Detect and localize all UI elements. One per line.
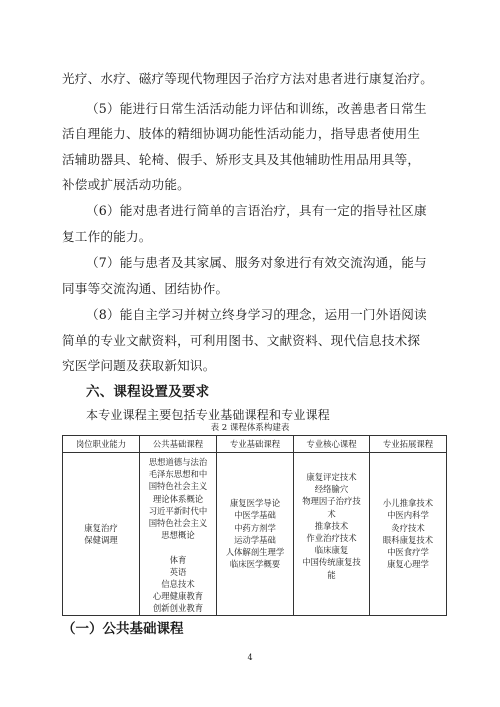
table-cell-item: 保健调理 <box>84 534 118 545</box>
table-cell-item: 康复评定技术 <box>306 472 357 482</box>
table-cell-item: 灸疗技术 <box>391 522 425 533</box>
header-public-basic: 公共基础课程 <box>140 436 217 453</box>
cell-professional-basic <box>217 453 294 616</box>
table-cell-item: 国特色社会主义 <box>148 481 208 492</box>
header-professional-extension: 专业拓展课程 <box>370 436 447 453</box>
paragraph-line: （5）能进行日常生活活动能力评估和训练，改善患者日常生 <box>86 101 427 116</box>
table-cell-item: 物理因子治疗技 <box>302 496 361 507</box>
paragraph-line: 补偿或扩展活动功能。 <box>62 177 190 192</box>
professional-core-list <box>294 471 369 581</box>
table-cell-item: 英语 <box>169 566 187 577</box>
header-professional-core: 专业核心课程 <box>294 436 370 453</box>
table-cell-item: 毛泽东思想和中 <box>148 469 208 480</box>
page-number: 4 <box>247 653 253 662</box>
table-cell-item: 中国传统康复技 <box>302 557 361 568</box>
paragraph-line: 同事等交流沟通、团结协作。 <box>62 281 229 296</box>
table-cell-item: 心理健康教育 <box>152 591 204 602</box>
paragraph-line: 活自理能力、肢体的精细协调功能性活动能力，指导患者使用生 <box>62 126 421 141</box>
table-cell-item: 能 <box>327 569 336 580</box>
professional-extension-list <box>370 497 446 570</box>
table-cell-item: 中药方剂学 <box>234 522 276 533</box>
table-cell-item: 理论体系概论 <box>152 493 204 504</box>
table-cell-item: 运动学基础 <box>234 534 276 545</box>
table-cell-item: 信息技术 <box>161 579 195 590</box>
cell-public-basic <box>140 453 217 616</box>
paragraph-line: （7）能与患者及其家属、服务对象进行有效交流沟通，能与 <box>86 255 427 270</box>
intro-text: 本专业课程主要包括专业基础课程和专业课程 <box>86 408 331 422</box>
table-row <box>63 453 447 616</box>
cell-professional-extension <box>370 453 447 616</box>
table-cell-item: 中医食疗学 <box>387 547 429 558</box>
table-cell-item: 康复医学导论 <box>229 498 281 509</box>
paragraph-line: （6）能对患者进行简单的言语治疗，具有一定的指导社区康 <box>86 203 427 218</box>
table-cell-item: 人体解剖生理学 <box>225 547 285 558</box>
cell-professional-core <box>294 453 370 616</box>
curriculum-table <box>62 435 447 616</box>
table-cell-item: 创新创业教育 <box>152 603 204 614</box>
paragraph-line: 简单的专业文献资料，可利用图书、文献资料、现代信息技术探 <box>62 333 421 348</box>
header-job-ability: 岗位职业能力 <box>63 436 140 453</box>
table-cell-item: 作业治疗技术 <box>306 533 357 544</box>
table-cell-item: 中医内科学 <box>387 510 429 521</box>
table-cell-item: 习近平新时代中 <box>148 505 208 516</box>
table-cell-item: 经络腧穴 <box>314 484 349 495</box>
subsection-heading: （一）公共基础课程 <box>62 621 184 637</box>
table-cell-item: 推拿技术 <box>314 520 349 531</box>
table-header-row <box>63 436 447 453</box>
table-cell-item: 小儿推拿技术 <box>382 498 434 509</box>
section-heading: 六、课程设置及要求 <box>86 384 210 400</box>
paragraph-line: （8）能自主学习并树立终身学习的理念，运用一门外语阅读 <box>86 307 427 322</box>
public-basic-list <box>140 456 216 615</box>
table-cell-item <box>140 541 216 553</box>
table-cell-item: 中医学基础 <box>234 510 276 521</box>
table-cell-item: 康复心理学 <box>387 559 429 570</box>
paragraph-line: 究医学问题及获取新知识。 <box>62 358 216 373</box>
table-cell-item: 思想概论 <box>161 530 195 541</box>
job-ability-list <box>63 522 139 546</box>
paragraph-line: 活辅助器具、轮椅、假手、矫形支具及其他辅助性用品用具等， <box>62 152 421 167</box>
table-cell-item: 体育 <box>169 554 187 565</box>
header-professional-basic: 专业基础课程 <box>217 436 294 453</box>
table-cell-item: 康复治疗 <box>84 522 118 533</box>
table-cell-item: 术 <box>327 508 336 519</box>
cell-job-ability <box>63 453 140 616</box>
table-cell-item: 国特色社会主义 <box>148 518 208 529</box>
table-cell-item: 眼科康复技术 <box>382 534 434 545</box>
paragraph-line: 复工作的能力。 <box>62 229 152 244</box>
table-cell-item: 临床康复 <box>314 545 349 556</box>
paragraph-line: 光疗、水疗、磁疗等现代物理因子治疗方法对患者进行康复治疗。 <box>62 71 434 86</box>
table-caption: 表 2 课程体系构建表 <box>210 423 290 433</box>
table-cell-item: 思想道德与法治 <box>148 457 208 467</box>
table-cell-item: 临床医学概要 <box>229 559 281 570</box>
professional-basic-list <box>217 497 293 570</box>
